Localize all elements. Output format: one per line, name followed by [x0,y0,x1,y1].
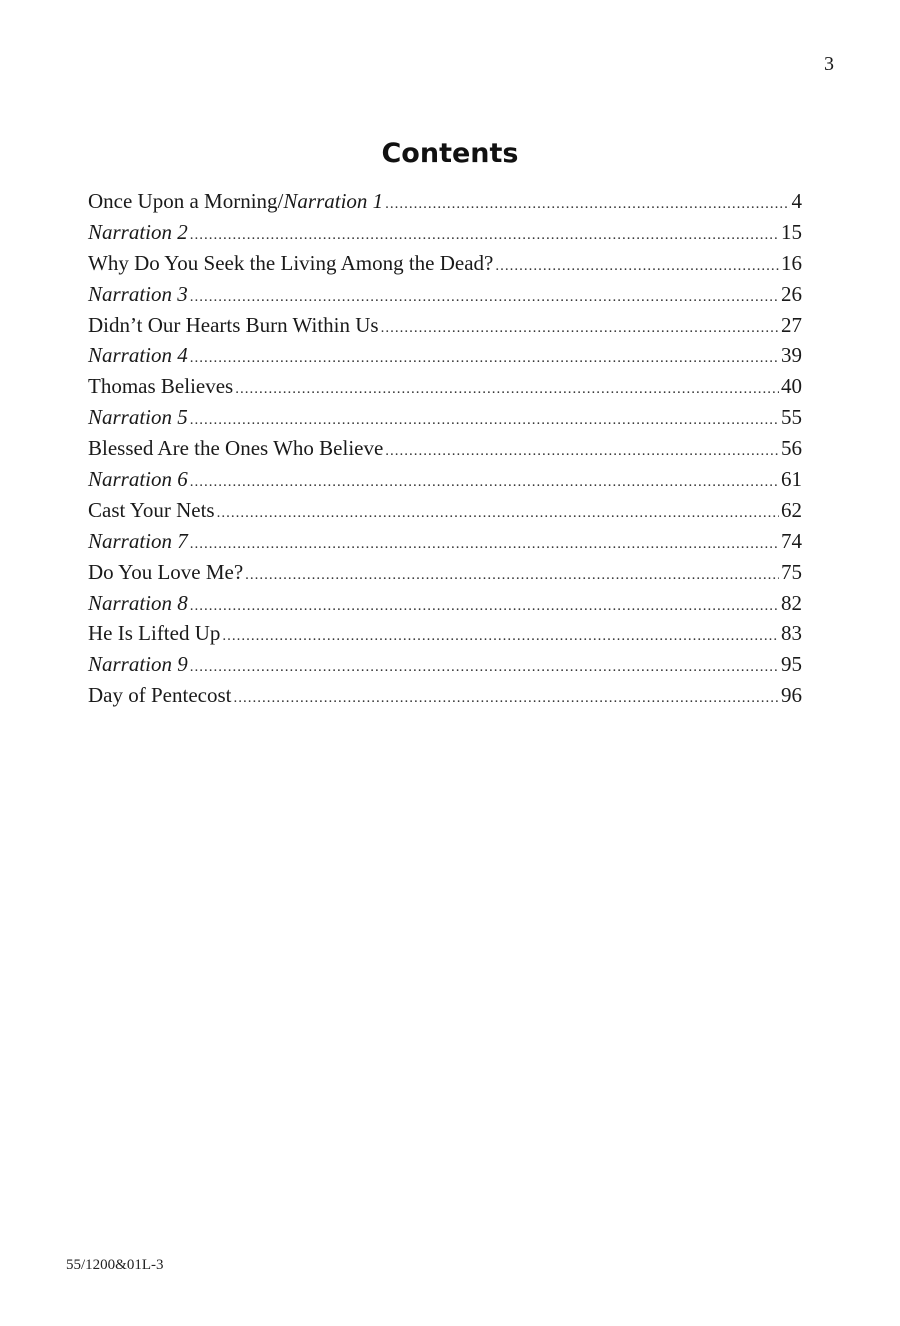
toc-entry [88,248,802,279]
toc-entry-page: 95 [781,652,802,677]
toc-entry-page: 26 [781,281,802,306]
toc-entry [88,680,802,711]
toc-entry [88,495,802,526]
dot-leader [190,220,779,251]
toc-entry [88,217,802,248]
toc-entry-page: 15 [781,219,802,244]
toc-entry-title: Narration 8 [88,590,188,615]
toc-entry-title: Narration 2 [88,219,188,244]
dot-leader [245,560,779,591]
dot-leader [190,467,779,498]
dot-leader [190,343,779,374]
toc-entry-page: 56 [781,436,802,461]
toc-entry-page: 61 [781,467,802,492]
toc-entry-title: He Is Lifted Up [88,621,221,646]
toc-entry-page: 82 [781,590,802,615]
toc-entry-title: Day of Pentecost [88,683,232,708]
toc-entry [88,557,802,588]
toc-entry-page: 40 [781,374,802,399]
toc-entry-title: Thomas Believes [88,374,234,399]
toc-entry-title: Once Upon a Morning/Narration 1 [88,189,384,213]
toc-entry-page: 83 [781,621,802,646]
dot-leader [385,436,779,467]
toc-entry [88,464,802,495]
toc-entry-page: 55 [781,405,802,430]
toc-entry-title: Do You Love Me? [88,559,244,584]
table-of-contents [88,186,802,711]
toc-entry-page: 75 [781,559,802,584]
dot-leader [190,405,779,436]
dot-leader [190,282,779,313]
toc-entry [88,310,802,341]
dot-leader [381,313,779,344]
toc-entry-page: 16 [781,250,802,275]
dot-leader [222,621,779,652]
toc-entry-page: 27 [781,312,802,337]
toc-entry-title: Narration 6 [88,467,188,492]
dot-leader [190,591,779,622]
toc-entry-title: Cast Your Nets [88,497,215,522]
toc-entry-title: Narration 4 [88,343,188,368]
toc-entry [88,340,802,371]
toc-entry-page: 39 [781,343,802,368]
dot-leader [235,374,779,405]
toc-entry [88,371,802,402]
toc-entry-title: Didn’t Our Hearts Burn Within Us [88,312,379,337]
page-title: Contents [381,138,519,170]
toc-entry-title: Narration 5 [88,405,188,430]
toc-entry-page: 62 [781,497,802,522]
dot-leader [190,529,779,560]
toc-entry-title: Narration 3 [88,281,188,306]
toc-entry-page: 4 [791,189,802,213]
toc-entry [88,588,802,619]
toc-entry-title: Why Do You Seek the Living Among the Dead? [88,250,494,275]
dot-leader [190,652,779,683]
toc-entry-title: Blessed Are the Ones Who Believe [88,436,384,461]
toc-entry-page: 96 [781,683,802,708]
toc-entry [88,618,802,649]
toc-entry-title-italic-part: Narration 1 [283,189,384,213]
dot-leader [233,683,779,714]
dot-leader [495,251,779,282]
toc-entry [88,526,802,557]
page-number: 3 [824,53,834,75]
toc-entry-page: 74 [781,528,802,553]
toc-entry [88,186,802,217]
toc-entry [88,649,802,680]
dot-leader [385,189,789,220]
toc-entry-title: Narration 9 [88,652,188,677]
dot-leader [217,498,779,529]
footer-code: 55/1200&01L-3 [66,1257,164,1273]
toc-entry [88,433,802,464]
toc-entry [88,402,802,433]
toc-entry-title: Narration 7 [88,528,188,553]
toc-entry [88,279,802,310]
